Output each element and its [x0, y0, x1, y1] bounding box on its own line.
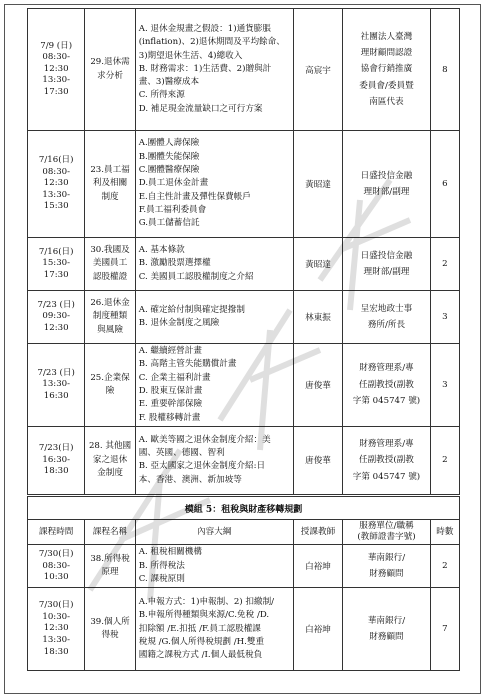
- module-title-row: [28, 497, 460, 520]
- course-row: [28, 9, 460, 131]
- course-name-line: 得稅: [101, 630, 119, 641]
- course-content-line: C. 企業主福利計畫: [138, 372, 211, 383]
- course-name-line: 原理: [101, 567, 119, 578]
- course-row: [28, 426, 460, 494]
- course-date: [28, 131, 85, 238]
- course-org: [343, 9, 431, 131]
- course-content-line: A.團體人壽保險: [138, 138, 200, 149]
- header-date: 課程時間: [28, 520, 85, 545]
- course-date-line: 7/30(日): [38, 600, 74, 611]
- course-date-line: 7/23 (日): [37, 367, 75, 378]
- course-name-line: 30.我國及: [90, 245, 130, 256]
- course-content-line: B.團體失能保險: [138, 151, 200, 162]
- course-content: [135, 291, 293, 344]
- course-org-line: 財務顧問: [369, 632, 404, 643]
- course-content: [135, 131, 293, 238]
- course-date-line: 09:30-12:30: [42, 311, 71, 333]
- course-hours: 2: [430, 426, 459, 494]
- course-content: [135, 238, 293, 291]
- course-date-line: 16:30-18:30: [42, 454, 71, 477]
- course-content-line: B. 亞太國家之退休金制度介紹:日: [138, 461, 266, 472]
- course-row: [28, 291, 460, 344]
- course-content-line: C. 所得來源: [138, 90, 185, 101]
- course-org-line: 財務顧問: [369, 569, 404, 580]
- course-content-line: E. 重要幹部保險: [138, 399, 203, 410]
- course-content-line: B. 退休金制度之風險: [138, 318, 220, 328]
- course-name: [85, 9, 135, 131]
- header-org-line: 服務單位/職稱: [359, 521, 414, 531]
- course-org: [343, 344, 431, 427]
- course-content-line: A. 租稅相關機構: [138, 547, 202, 558]
- course-org: [343, 238, 431, 291]
- course-content-line: E.自主性計畫及彈性保費帳戶: [138, 191, 251, 202]
- course-content-line: F.員工福利委員會: [138, 204, 207, 215]
- course-content-line: A. 繼續經營計畫: [138, 346, 202, 356]
- course-name: [85, 291, 135, 344]
- header-name: 課程名稱: [85, 520, 135, 545]
- course-table-1: [27, 8, 460, 495]
- course-name: [85, 588, 135, 671]
- course-org-line: 南區代表: [369, 96, 404, 107]
- course-content-line: 國、英國、德國、智利: [138, 448, 225, 459]
- course-org-line: 任副教授(副教: [358, 455, 414, 466]
- course-content-line: A.申報方式：1)申報制、2) 扣繳制/: [138, 597, 275, 607]
- course-row: [28, 238, 460, 291]
- course-org-line: 務所/所長: [367, 320, 406, 330]
- course-name-line: 29.退休需: [90, 57, 130, 68]
- course-date-line: 7/30(日): [38, 548, 74, 559]
- course-content-line: G.員工儲蓄信託: [138, 218, 200, 229]
- course-content: [135, 545, 293, 588]
- course-name-line: 26.退休金: [90, 298, 130, 309]
- course-row: [28, 545, 460, 588]
- course-content-line: 扣除額 /E.扣抵 /F.員工認股權課: [138, 623, 261, 634]
- header-hours: 時數: [430, 520, 459, 545]
- course-hours: 8: [430, 9, 459, 131]
- course-name: [85, 344, 135, 427]
- course-content-line: C. 課稅原則: [138, 573, 185, 584]
- course-date: [28, 291, 85, 344]
- course-date-line: 08:30-10:30: [42, 560, 71, 583]
- course-date: [28, 545, 85, 588]
- header-row: [28, 520, 460, 545]
- course-hours: 3: [430, 291, 459, 344]
- course-hours: 7: [430, 588, 459, 671]
- course-name-line: 求分析: [97, 70, 123, 81]
- course-teacher: 黃昭達: [293, 238, 342, 291]
- course-row: [28, 131, 460, 238]
- course-name-line: 家之退休: [92, 454, 128, 465]
- course-org-line: 理財顧問認證: [360, 48, 413, 58]
- course-date: [28, 426, 85, 494]
- course-date-line: 7/23 (日): [37, 299, 75, 310]
- course-name-line: 39.個人所: [90, 616, 130, 627]
- course-org-line: 字第 045747 號): [352, 471, 421, 482]
- course-org-line: 字第 045747 號): [352, 396, 421, 407]
- course-org-line: 華南銀行/: [367, 552, 406, 563]
- module-title: 模組 5：租稅與財產移轉規劃: [28, 497, 460, 520]
- header-content: 內容大綱: [135, 520, 293, 545]
- course-date-line: 15:30-17:30: [42, 258, 71, 280]
- course-content-line: B. 高階主管失能購償計畫: [138, 359, 237, 370]
- course-content-line: A. 退休金規畫之假設：1)通貨膨脹: [138, 23, 271, 34]
- course-row: [28, 344, 460, 427]
- course-content: [135, 9, 293, 131]
- course-org-line: 呈宏地政士事: [360, 303, 413, 314]
- course-teacher: 白裕坤: [293, 588, 342, 671]
- course-org-line: 財務管理系/專: [359, 363, 414, 374]
- course-org-line: 理財部/副理: [363, 267, 410, 277]
- course-content-line: 3)期望退休生活、4)總收入: [138, 50, 243, 61]
- course-org: [343, 588, 431, 671]
- course-content: [135, 344, 293, 427]
- course-content-line: (inflation)、2)退休期間及平均餘命、: [138, 37, 285, 48]
- course-name-line: 險: [105, 385, 115, 396]
- course-teacher: 唐俊華: [293, 426, 342, 494]
- course-teacher: 黃昭達: [293, 131, 342, 238]
- header-org-line: (教師證書字號): [357, 532, 416, 543]
- course-org-line: 財務管理系/專: [359, 438, 414, 449]
- course-name-line: 制度: [101, 191, 119, 202]
- course-content-line: C. 美國員工認股權制度之介紹: [138, 271, 254, 282]
- course-content-line: D.員工退休金計畫: [138, 178, 209, 189]
- course-content-line: D. 補足現金流量缺口之可行方案: [138, 103, 263, 114]
- course-date-line: 7/16(日): [38, 155, 74, 166]
- course-date-line: 7/9 (日): [40, 40, 73, 51]
- course-teacher: 白裕坤: [293, 545, 342, 588]
- course-name-line: 美國員工: [92, 258, 128, 269]
- course-date-line: 13:30-18:30: [42, 635, 71, 657]
- course-row: [28, 588, 460, 671]
- course-name-line: 23.員工福: [90, 165, 130, 176]
- course-date: [28, 588, 85, 671]
- course-date-line: 13:30-15:30: [42, 189, 71, 212]
- course-hours: 6: [430, 131, 459, 238]
- course-name: [85, 545, 135, 588]
- course-date-line: 08:30-12:30: [42, 52, 71, 74]
- course-name-line: 28. 其他國: [88, 441, 132, 452]
- course-org-line: 社團法人臺灣: [360, 31, 413, 42]
- course-name-line: 25.企業保: [90, 372, 130, 383]
- course-date-line: 7/16(日): [38, 246, 74, 257]
- course-org-line: 日盛投信金融: [360, 170, 413, 181]
- course-content-line: B. 激勵股票選擇權: [138, 258, 211, 269]
- course-content-line: B.申報所得種類與來源/C.免稅 /D.: [138, 610, 270, 621]
- course-org-line: 日盛投信金融: [360, 250, 413, 261]
- course-content-line: 稅規 /G.個人所得稅規劃 /H.雙重: [138, 636, 265, 647]
- course-teacher: 唐俊華: [293, 344, 342, 427]
- course-content-line: B. 財務需求：1)生活費、2)贈與計: [138, 63, 272, 74]
- course-name-line: 與風險: [97, 324, 123, 335]
- course-content-line: 國籍之課稅方式 /I.個人最低稅負: [138, 650, 263, 661]
- course-date-line: 08:30-12:30: [42, 166, 71, 189]
- header-org: [343, 520, 431, 545]
- course-content-line: A. 歐美等國之退休金制度介紹：美: [138, 434, 271, 445]
- course-org-line: 華南銀行/: [367, 615, 406, 626]
- course-org-line: 任副教授(副教: [358, 379, 414, 390]
- course-name-line: 38.所得稅: [90, 554, 130, 564]
- course-name: [85, 426, 135, 494]
- course-teacher: 高宸宇: [293, 9, 342, 131]
- course-date: [28, 9, 85, 131]
- course-hours: 3: [430, 344, 459, 427]
- course-name: [85, 238, 135, 291]
- course-content-line: C.團體醫療保險: [138, 165, 200, 176]
- course-content-line: 畫、3)醫療成本: [138, 77, 200, 88]
- course-content-line: A. 基本條款: [138, 245, 185, 256]
- course-date-line: 13:30-16:30: [42, 379, 71, 401]
- course-teacher: 林東振: [293, 291, 342, 344]
- course-date-line: 7/23(日): [38, 442, 74, 453]
- course-content: [135, 426, 293, 494]
- course-org: [343, 131, 431, 238]
- course-date: [28, 238, 85, 291]
- course-org-line: 委員會/委員暨: [359, 80, 414, 91]
- course-hours: 2: [430, 238, 459, 291]
- course-table-2: [27, 496, 460, 671]
- course-content-line: F. 股權移轉計畫: [138, 412, 201, 423]
- course-org-line: 理財部/副理: [363, 187, 410, 197]
- course-name-line: 認股權證: [92, 271, 128, 282]
- course-hours: 2: [430, 545, 459, 588]
- course-org: [343, 545, 431, 588]
- course-date: [28, 344, 85, 427]
- course-name-line: 制度種類: [92, 311, 128, 322]
- course-content-line: A. 確定給付制與確定提撥制: [138, 304, 245, 315]
- course-org: [343, 291, 431, 344]
- course-name: [85, 131, 135, 238]
- course-content-line: D. 股東互保計畫: [138, 385, 203, 396]
- course-name-line: 利及相關: [92, 178, 128, 189]
- course-org: [343, 426, 431, 494]
- course-content-line: B. 所得稅法: [138, 560, 185, 571]
- course-date-line: 13:30-17:30: [42, 75, 71, 97]
- course-name-line: 金制度: [97, 468, 123, 479]
- course-org-line: 協會行銷推廣: [360, 64, 413, 75]
- course-date-line: 10:30-12:30: [42, 611, 71, 634]
- header-teacher: 授課教師: [293, 520, 342, 545]
- course-content-line: 本、香港、澳洲、新加坡等: [138, 474, 242, 485]
- course-content: [135, 588, 293, 671]
